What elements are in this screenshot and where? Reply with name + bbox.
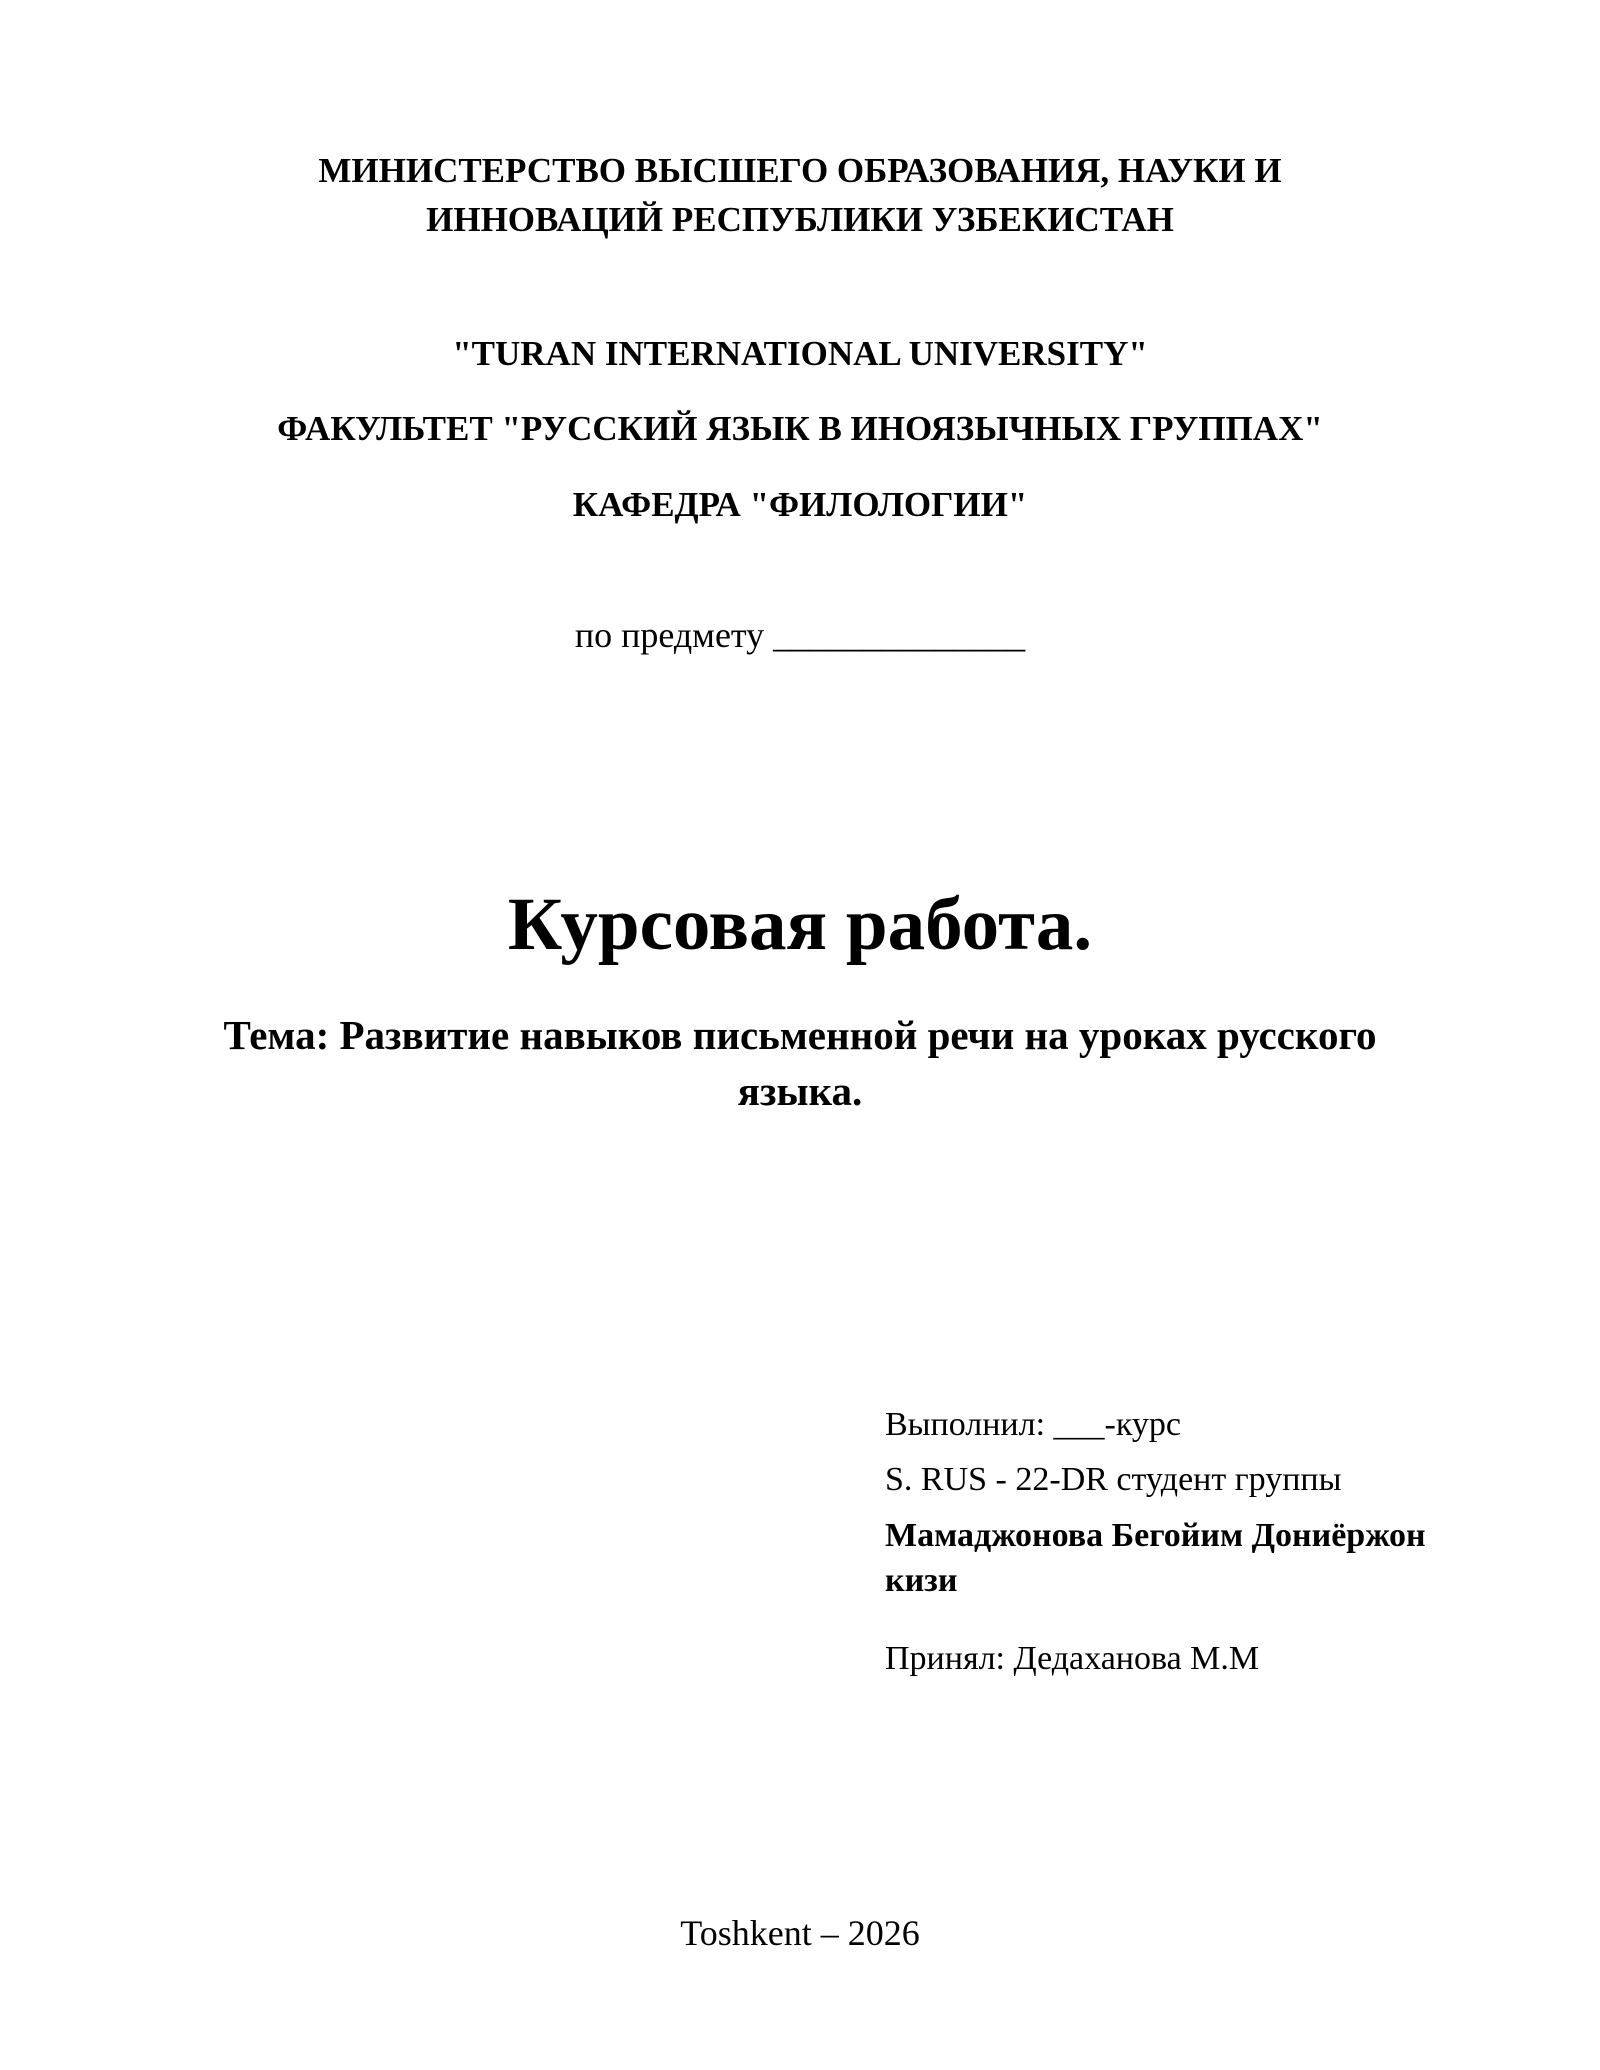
accepted-by-line: Принял: Дедаханова М.М [885,1640,1260,1677]
theme-line-2: языка. [737,1068,863,1114]
work-theme [0,1007,1600,1119]
ministry-heading [0,146,1600,244]
city-year: Toshkent – 2026 [680,1913,920,1953]
work-title: Курсовая работа. [507,883,1093,966]
faculty-name: ФАКУЛЬТЕТ "РУССКИЙ ЯЗЫК В ИНОЯЗЫЧНЫХ ГРУППАХ" [277,409,1323,448]
department-name: КАФЕДРА "ФИЛОЛОГИИ" [572,485,1028,524]
completed-by-line: Выполнил: ___-курс [885,1406,1181,1443]
ministry-line-2: ИННОВАЦИЙ РЕСПУБЛИКИ УЗБЕКИСТАН [426,200,1174,239]
ministry-line-1: МИНИСТЕРСТВО ВЫСШЕГО ОБРАЗОВАНИЯ, НАУКИ И [318,151,1282,190]
student-group-line: S. RUS - 22-DR студент группы [885,1461,1342,1498]
subject-line: по предмету ______________ [574,615,1026,655]
university-name: "TURAN INTERNATIONAL UNIVERSITY" [452,334,1148,373]
theme-line-1: Тема: Развитие навыков письменной речи на уроках русского [223,1012,1377,1058]
student-name: Мамаджонова Бегойим Дониёржон кизи [885,1517,1426,1599]
